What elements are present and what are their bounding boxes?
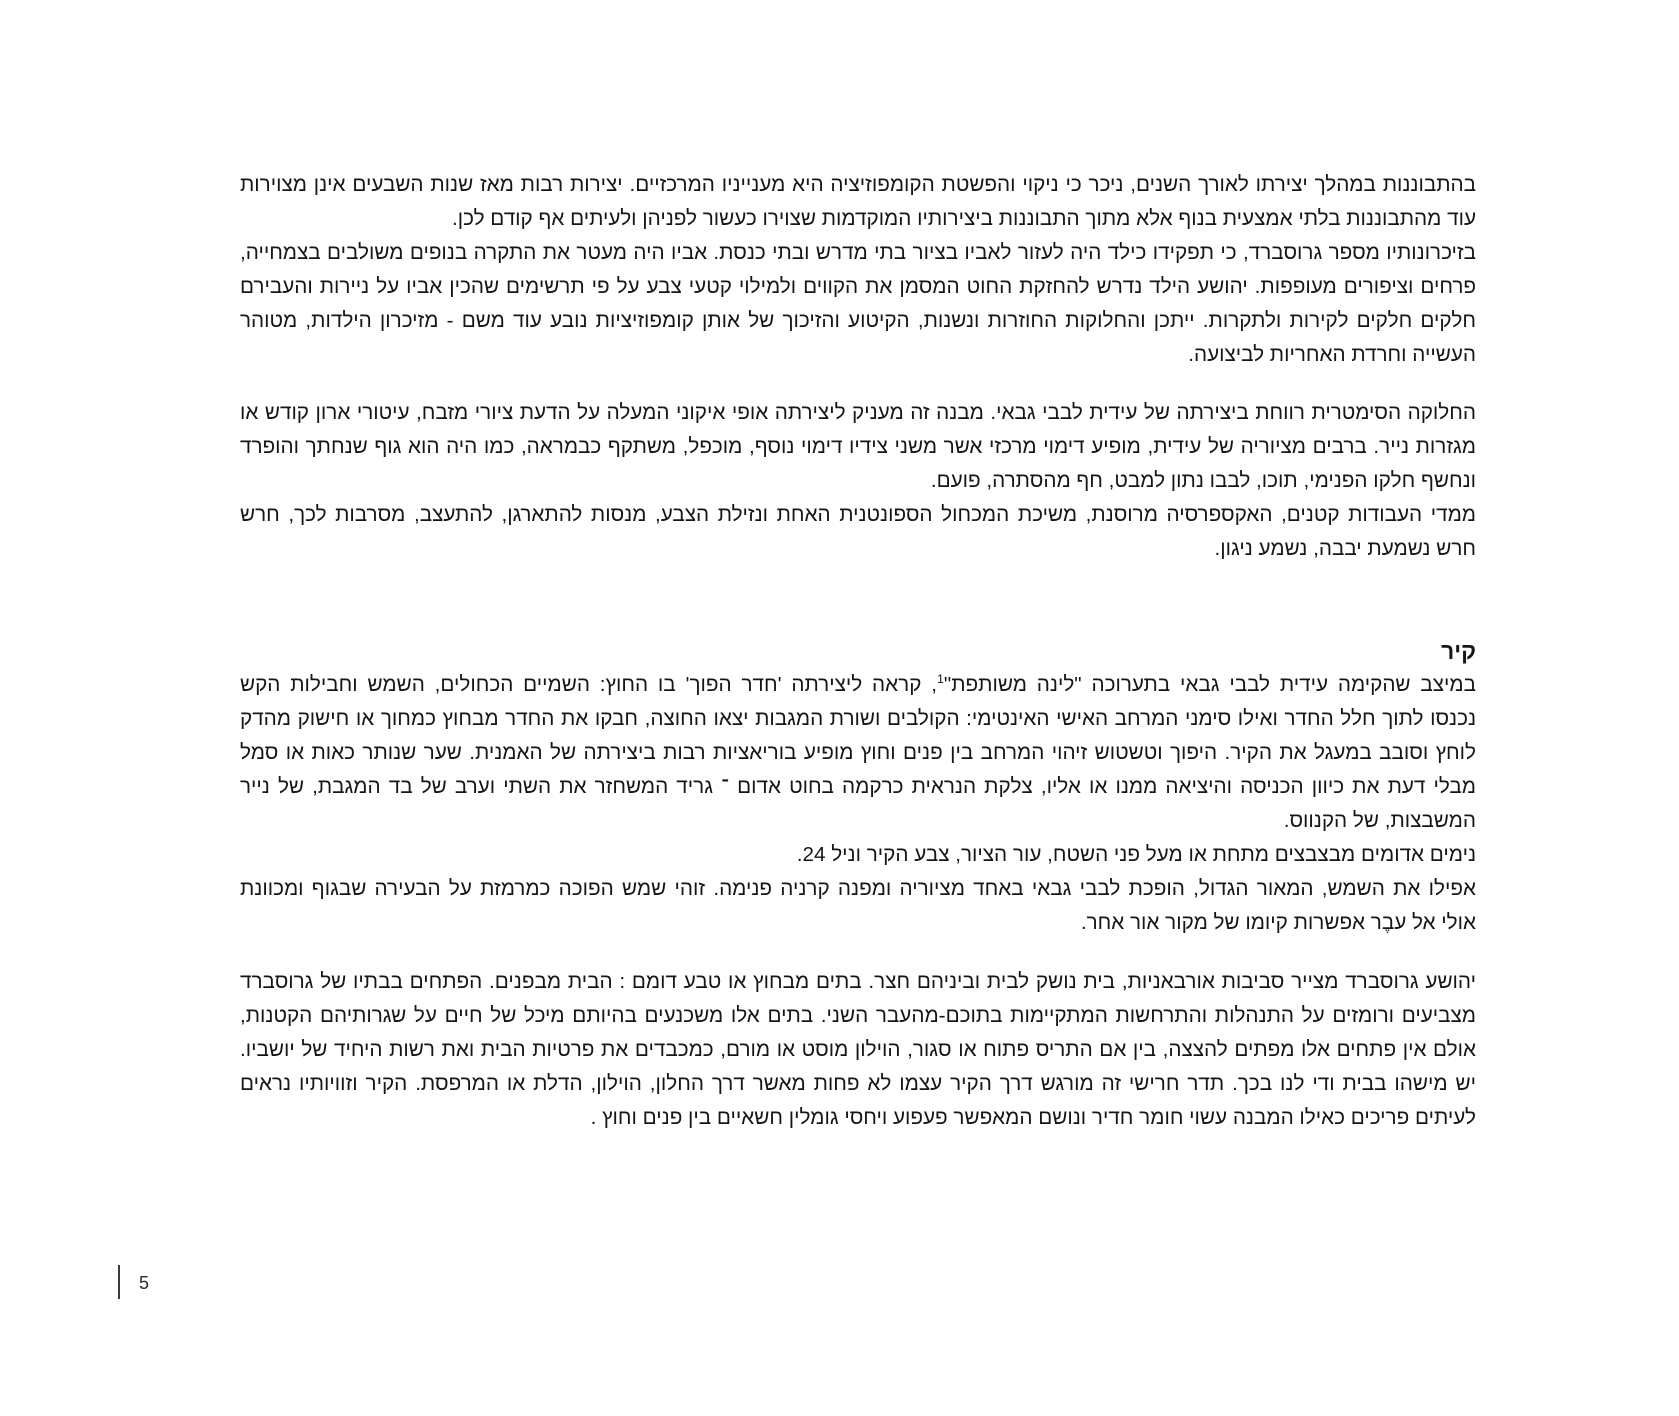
text-line: נימים אדומים מבצבצים מתחת או מעל פני השטח, עור הציור, צבע הקיר וניל 24. bbox=[796, 843, 1476, 866]
text-line: המשבצות, של הקנווס. bbox=[1283, 809, 1476, 832]
text-line: לוחץ וסובב במעגל את הקיר. היפוך וטשטוש זיהוי המרחב בין פנים וחוץ מופיע בוריאציות רבות ביצירתה של האמנית. שער שנותר כאות או סמל bbox=[240, 741, 1476, 764]
paragraph bbox=[240, 668, 1476, 838]
text-line: יהושע גרוסברד מצייר סביבות אורבאניות, בית נושק לבית וביניהם חצר. בתים מבחוץ או טבע דומם : הבית מבפנים. הפתחים בבתיו של גרוסברד bbox=[240, 970, 1476, 993]
text-line: לעיתים פריכים כאילו המבנה עשוי חומר חדיר ונושם המאפשר פעפוע ויחסי גומלין חשאיים בין פנים וחוץ . bbox=[590, 1106, 1476, 1129]
text-line: מצביעים ורומזים על התנהלות והתרחשות המתקיימות בתוכם-מהעבר השני. בתים אלו משכנעים בהיותם מיכל של חיים על שגרותיהם הקטנות, bbox=[240, 1004, 1476, 1027]
text-line: נכנסו לתוך חלל החדר ואילו סימני המרחב האישי האינטימי: הקולבים ושורת המגבות יצאו החוצה, חבקו את החדר מבחוץ כמחוך או חישוק מהדק bbox=[240, 707, 1476, 730]
text-block-intro bbox=[240, 168, 1476, 372]
text-line: אולי אל עבֶר אפשרות קיומו של מקור אור אחר. bbox=[1080, 911, 1476, 934]
paragraph bbox=[240, 838, 1476, 872]
text-line: מבלי דעת את כיוון הכניסה והיציאה ממנו או אליו, צלקת הנראית כרקמה בחוט אדום ־ גריד המשחזר את השתי וערב של בד המגבת, של נייר bbox=[240, 775, 1476, 798]
text-line: החלוקה הסימטרית רווחת ביצירתה של עידית לבבי גבאי. מבנה זה מעניק ליצירתה אופי איקוני המעלה על הדעת ציורי מזבח, עיטורי ארון קודש או bbox=[240, 401, 1476, 424]
line-text: , קראה ליצירתה 'חדר הפוך' בו החוץ: השמיים הכחולים, השמש וחבילות הקש bbox=[240, 673, 937, 696]
paragraph bbox=[240, 498, 1476, 566]
text-line: אפילו את השמש, המאור הגדול, הופכת לבבי גבאי באחד מציוריה ומפנה קרניה פנימה. זוהי שמש הפוכה כמרמזת על הבעירה שבגוף ומכוונת bbox=[240, 877, 1476, 900]
text-line: אולם אין פתחים אלו מפתים להצצה, בין אם התריס פתוח או סגור, הוילון מוסט או מורם, כמכבדים את פרטיות הבית ואת רשות היחיד של יושביו. bbox=[240, 1038, 1476, 1061]
line-text: במיצב שהקימה עידית לבבי גבאי בתערוכה "לינה משותפת" bbox=[943, 673, 1476, 696]
paragraph bbox=[240, 236, 1476, 372]
text-line: עוד מהתבוננות בלתי אמצעית בנוף אלא מתוך התבוננות ביצירותיו המוקדמות שצוירו כעשור לפניהן ולעיתים אף קודם לכן. bbox=[452, 207, 1476, 230]
footnote-reference: 1 bbox=[937, 671, 944, 686]
text-line: פרחים וציפורים מעופפות. יהושע הילד נדרש להחזקת החוט המסמן את הקווים ולמילוי קטעי צבע על פי תרשימים שהכין אביו על ניירות והעבירם bbox=[240, 275, 1476, 298]
paragraph bbox=[240, 396, 1476, 498]
text-line: מגזרות נייר. ברבים מציוריה של עידית, מופיע דימוי מרכזי אשר משני צידיו דימוי נוסף, מוכפל, משתקף כבמראה, כמו היה הוא גוף שנחתך והופרד bbox=[240, 435, 1476, 458]
paragraph bbox=[240, 872, 1476, 940]
text-line bbox=[240, 668, 1476, 702]
page-number: 5 bbox=[139, 1273, 150, 1293]
paragraph bbox=[240, 168, 1476, 236]
page-number-divider bbox=[118, 1265, 120, 1299]
text-block-houses bbox=[240, 965, 1476, 1135]
text-line: ממדי העבודות קטנים, האקספרסיה מרוסנת, משיכת המכחול הספונטנית האחת ונזילת הצבע, מנסות להתארגן, להתעצב, מסרבות לכך, חרש bbox=[240, 503, 1476, 526]
text-line: העשייה וחרדת האחריות לביצועה. bbox=[1188, 343, 1476, 366]
text-line: ונחשף חלקו הפנימי, תוכו, לבבו נתון למבט, חף מהסתרה, פועם. bbox=[930, 469, 1476, 492]
section-heading: קיר bbox=[1441, 638, 1476, 664]
text-line: יש מישהו בבית ודי לנו בכך. תדר חרישי זה מורגש דרך הקיר עצמו לא פחות מאשר דרך החלון, הוילון, הדלת או המרפסת. הקיר וזוויותיו נראים bbox=[240, 1072, 1476, 1095]
text-line: בזיכרונותיו מספר גרוסברד, כי תפקידו כילד היה לעזור לאביו בציור בתי מדרש ובתי כנסת. אביו היה מעטר את התקרה בנופים משולבים בצמחייה, bbox=[240, 241, 1476, 264]
text-line: בהתבוננות במהלך יצירתו לאורך השנים, ניכר כי ניקוי והפשטת הקומפוזיציה היא מענייניו המרכזיים. יצירות רבות מאז שנות השבעים אינן מצוירות bbox=[240, 173, 1476, 196]
paragraph bbox=[240, 965, 1476, 1135]
text-block-wall bbox=[240, 668, 1476, 940]
text-block-symmetry bbox=[240, 396, 1476, 566]
text-line: חלקים חלקים לקירות ולתקרות. ייתכן והחלוקות החוזרות ונשנות, הקיטוע והזיכוך של אותן קומפוזיציות נובע עוד משם - מזיכרון הילדות, מטוהר bbox=[240, 309, 1476, 332]
text-line: חרש נשמעת יבבה, נשמע ניגון. bbox=[1214, 537, 1476, 560]
